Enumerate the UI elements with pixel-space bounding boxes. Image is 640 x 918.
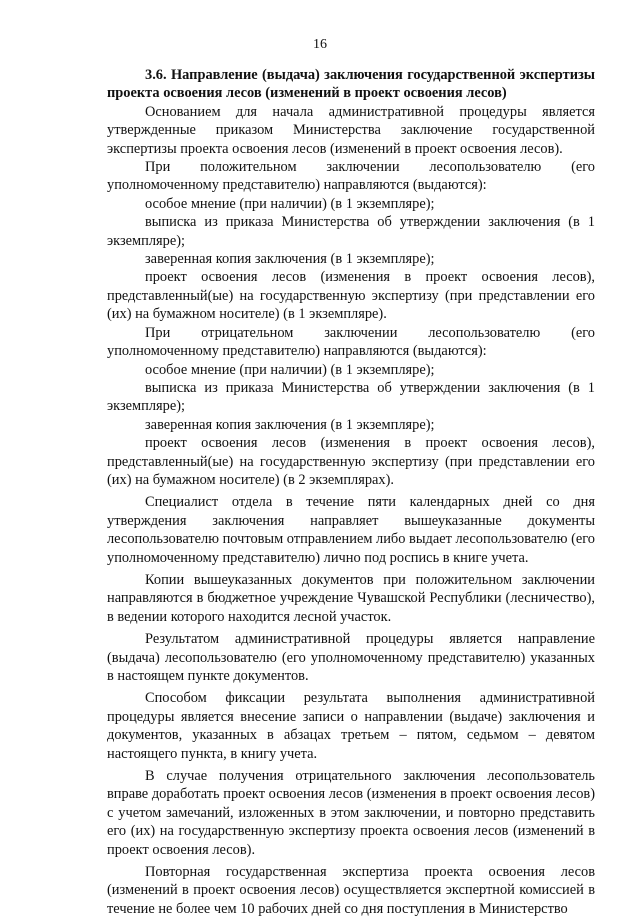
- page-number: 16: [313, 37, 327, 52]
- paragraph-specialist-action: Специалист отдела в течение пяти календарных дней со дня утверждения заключения направляет вышеуказанные документы лесопользователю почтовым отправлением либо выдает лесопользователю (его уполномоченному представителю) лично под роспись в книге учета.: [107, 494, 595, 566]
- list-item-certified-copy: заверенная копия заключения (в 1 экземпляре);: [145, 251, 435, 268]
- list-item-dissenting-opinion: особое мнение (при наличии) (в 1 экземпляре);: [145, 361, 435, 378]
- list-item-order-extract: выписка из приказа Министерства об утверждении заключения (в 1 экземпляре);: [107, 379, 595, 415]
- paragraph-negative-conclusion: При отрицательном заключении лесопользователю (его уполномоченному представителю) направляются (выдаются):: [107, 324, 595, 360]
- paragraph-repeat-expertise: Повторная государственная экспертиза проекта освоения лесов (изменений в проект освоения лесов) осуществляется экспертной комиссией в течение не более чем 10 рабочих дней со дня поступления в Министерство: [107, 864, 595, 917]
- section-heading: 3.6. Направление (выдача) заключения государственной экспертизы проекта освоения лесов (изменений в проект освоения лесов): [107, 67, 595, 102]
- paragraph-copies-forestry: Копии вышеуказанных документов при положительном заключении направляются в бюджетное учреждение Чувашской Республики (лесничество), в ведении которого находится лесной участок.: [107, 571, 595, 625]
- paragraph-procedure-result: Результатом административной процедуры является направление (выдача) лесопользователю (его уполномоченному представителю) указанных в настоящем пункте документов.: [107, 631, 595, 684]
- list-item-forest-project: проект освоения лесов (изменения в проект освоения лесов), представленный(ые) на государственную экспертизу (при представлении его (их) на бумажном носителе) (в 2 экземплярах).: [107, 435, 595, 488]
- list-item-certified-copy: заверенная копия заключения (в 1 экземпляре);: [145, 416, 435, 433]
- list-item-order-extract: выписка из приказа Министерства об утверждении заключения (в 1 экземпляре);: [107, 214, 595, 249]
- paragraph-result-recording: Способом фиксации результата выполнения административной процедуры является внесение записи о направлении (выдаче) заключения и документов, указанных в абзацах третьем – пятом, седьмом – девятом настоящего пункта, в книгу учета.: [107, 690, 595, 762]
- paragraph-positive-conclusion: При положительном заключении лесопользователю (его уполномоченному представителю) направляются (выдаются):: [107, 159, 595, 194]
- document-body: [107, 66, 595, 918]
- paragraph-basis: Основанием для начала административной процедуры является утвержденные приказом Министерства заключение государственной экспертизы проекта освоения лесов (изменений в проект освоения лесов).: [107, 103, 595, 157]
- list-item-forest-project: проект освоения лесов (изменения в проект освоения лесов), представленный(ые) на государственную экспертизу (при представлении его (их) на бумажном носителе) (в 1 экземпляре).: [107, 269, 595, 323]
- paragraph-negative-rework: В случае получения отрицательного заключения лесопользователь вправе доработать проект освоения лесов (изменения в проект освоения лесов) с учетом замечаний, изложенных в этом заключении, и повторно представить его (их) на государственную экспертизу проекта освоения лесов (изменений в проект освоения лесов).: [107, 768, 595, 858]
- list-item-dissenting-opinion: особое мнение (при наличии) (в 1 экземпляре);: [145, 195, 435, 212]
